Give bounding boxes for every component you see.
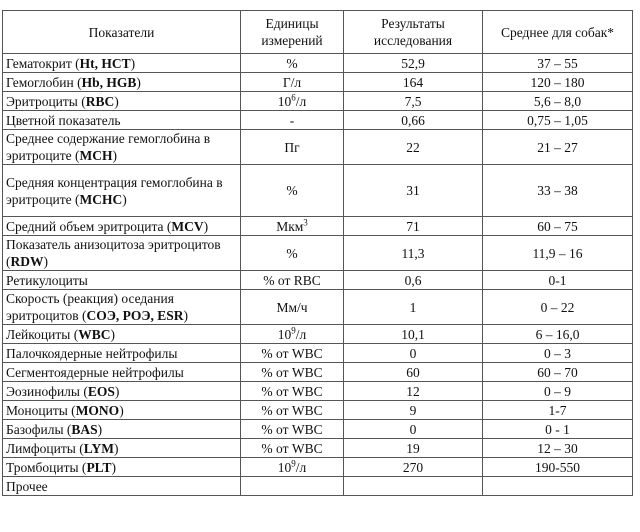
- indicator-name-text: Средний объем эритроцита (: [6, 218, 172, 234]
- unit-cell: [241, 477, 344, 496]
- indicator-abbreviation: СОЭ, РОЭ, ESR: [86, 308, 184, 323]
- indicator-name-text: Сегментоядерные нейтрофилы: [6, 364, 184, 380]
- unit-cell: [241, 458, 344, 477]
- indicator-name-text: Скорость (реакция) оседания эритроцитов (: [6, 291, 174, 323]
- indicator-name-text: Среднее содержание гемоглобина в эритроците (: [6, 131, 211, 163]
- result-cell: 11,3: [344, 236, 483, 271]
- header-reference: Среднее для собак*: [483, 11, 633, 54]
- indicator-abbreviation: PLT: [86, 459, 112, 475]
- unit-text: % от WBC: [261, 345, 323, 361]
- unit-text: %: [286, 55, 298, 71]
- reference-cell: 0 - 1: [483, 420, 633, 439]
- unit-text: % от WBC: [261, 383, 323, 399]
- unit-text: % от WBC: [261, 364, 323, 380]
- indicator-name-cell: [3, 439, 241, 458]
- table-row: [3, 325, 633, 344]
- indicator-name-text: Палочкоядерные нейтрофилы: [6, 345, 178, 361]
- table-row: [3, 130, 633, 165]
- indicator-name-text: Гемоглобин (: [6, 74, 82, 90]
- indicator-abbreviation: RBC: [85, 93, 115, 109]
- indicator-name-suffix: ): [130, 55, 136, 71]
- unit-text: 10: [277, 459, 292, 475]
- result-cell: 0,66: [344, 111, 483, 130]
- table-row: [3, 439, 633, 458]
- unit-text: % от WBC: [261, 440, 323, 456]
- indicator-name-text: Тромбоциты (: [6, 459, 87, 475]
- reference-cell: 120 – 180: [483, 73, 633, 92]
- unit-cell: [241, 325, 344, 344]
- indicator-name-suffix: ): [114, 93, 119, 109]
- indicator-name-cell: [3, 236, 241, 271]
- table-row: [3, 271, 633, 290]
- table-row: [3, 401, 633, 420]
- indicator-name-cell: [3, 325, 241, 344]
- header-results: Результаты исследования: [344, 11, 483, 54]
- unit-cell: [241, 111, 344, 130]
- result-cell: 1: [344, 290, 483, 325]
- unit-exponent: 6: [291, 92, 296, 102]
- unit-cell: [241, 73, 344, 92]
- unit-cell: [241, 420, 344, 439]
- unit-cell: [241, 217, 344, 236]
- indicator-name-cell: [3, 111, 241, 130]
- unit-exponent: 9: [291, 458, 296, 468]
- indicator-name-cell: [3, 477, 241, 496]
- indicator-abbreviation: MCV: [171, 218, 204, 234]
- reference-cell: 0 – 3: [483, 344, 633, 363]
- table-row: [3, 111, 633, 130]
- result-cell: 19: [344, 439, 483, 458]
- result-cell: 0,6: [344, 271, 483, 290]
- table-body: [3, 54, 633, 496]
- indicator-name-text: Лейкоциты (: [6, 326, 79, 342]
- unit-cell: [241, 236, 344, 271]
- indicator-name-suffix: ): [97, 421, 103, 437]
- indicator-abbreviation: MCHC: [79, 191, 123, 207]
- unit-text: -: [289, 112, 295, 128]
- reference-cell: 12 – 30: [483, 439, 633, 458]
- indicator-name-suffix: ): [43, 254, 48, 269]
- unit-cell: [241, 401, 344, 420]
- result-cell: [344, 477, 483, 496]
- reference-cell: 0 – 9: [483, 382, 633, 401]
- result-cell: 0: [344, 420, 483, 439]
- indicator-name-cell: [3, 290, 241, 325]
- indicator-abbreviation: EOS: [87, 383, 115, 399]
- result-cell: 270: [344, 458, 483, 477]
- indicator-abbreviation: Ht, HCT: [79, 55, 131, 71]
- indicator-name-text: Цветной показатель: [6, 112, 121, 128]
- indicator-abbreviation: BAS: [71, 421, 98, 437]
- unit-cell: [241, 54, 344, 73]
- indicator-name-cell: [3, 420, 241, 439]
- indicator-name-text: Лимфоциты (: [6, 440, 84, 456]
- indicator-name-suffix: ): [183, 308, 188, 323]
- indicator-name-text: Показатель анизоцитоза эритроцитов (: [6, 237, 221, 269]
- table-row: [3, 420, 633, 439]
- result-cell: 0: [344, 344, 483, 363]
- result-cell: 22: [344, 130, 483, 165]
- indicator-name-suffix: ): [136, 74, 141, 90]
- indicator-name-cell: [3, 217, 241, 236]
- indicator-name-text: Гематокрит (: [6, 55, 80, 71]
- unit-text: Пг: [284, 139, 300, 155]
- reference-cell: 60 – 70: [483, 363, 633, 382]
- indicator-abbreviation: MCH: [79, 148, 113, 163]
- unit-text: Мм/ч: [276, 299, 308, 315]
- unit-cell: [241, 344, 344, 363]
- unit-text: % от WBC: [261, 421, 323, 437]
- reference-cell: 190-550: [483, 458, 633, 477]
- unit-text: % от RBC: [263, 272, 321, 288]
- unit-suffix: /л: [295, 459, 307, 475]
- indicator-name-cell: [3, 458, 241, 477]
- indicator-name-cell: [3, 401, 241, 420]
- reference-cell: 0,75 – 1,05: [483, 111, 633, 130]
- table-row: [3, 363, 633, 382]
- indicator-name-suffix: ): [112, 148, 118, 163]
- unit-cell: [241, 439, 344, 458]
- table-row: [3, 165, 633, 217]
- reference-cell: 1-7: [483, 401, 633, 420]
- result-cell: 52,9: [344, 54, 483, 73]
- indicator-name-suffix: ): [114, 383, 120, 399]
- indicator-name-text: Средняя концентрация гемоглобина в эритроците (: [6, 174, 223, 207]
- reference-cell: 0 – 22: [483, 290, 633, 325]
- table-row: [3, 290, 633, 325]
- indicator-abbreviation: WBC: [78, 326, 111, 342]
- unit-suffix: /л: [295, 326, 307, 342]
- result-cell: 12: [344, 382, 483, 401]
- table-row: [3, 236, 633, 271]
- result-cell: 60: [344, 363, 483, 382]
- unit-cell: [241, 363, 344, 382]
- unit-text: %: [286, 183, 298, 198]
- reference-cell: 0-1: [483, 271, 633, 290]
- indicator-name-cell: [3, 54, 241, 73]
- reference-cell: 11,9 – 16: [483, 236, 633, 271]
- result-cell: 9: [344, 401, 483, 420]
- result-cell: 71: [344, 217, 483, 236]
- reference-cell: 6 – 16,0: [483, 325, 633, 344]
- indicator-name-text: Ретикулоциты: [6, 272, 88, 288]
- unit-cell: [241, 290, 344, 325]
- unit-text: %: [286, 245, 298, 261]
- table-row: [3, 458, 633, 477]
- indicator-name-suffix: ): [113, 440, 119, 456]
- unit-suffix: /л: [295, 93, 307, 109]
- table-row: [3, 92, 633, 111]
- indicator-name-text: Эритроциты (: [6, 93, 86, 109]
- result-cell: 31: [344, 165, 483, 217]
- unit-cell: [241, 271, 344, 290]
- table-row: [3, 54, 633, 73]
- unit-exponent: 3: [303, 217, 308, 227]
- indicator-name-suffix: ): [110, 326, 115, 342]
- unit-text: 10: [277, 93, 292, 109]
- indicator-name-suffix: ): [203, 218, 209, 234]
- indicator-name-cell: [3, 271, 241, 290]
- unit-cell: [241, 130, 344, 165]
- unit-text: Мкм: [276, 218, 304, 234]
- header-units: Единицы измерений: [241, 11, 344, 54]
- indicator-abbreviation: MONO: [75, 402, 120, 418]
- indicator-abbreviation: LYM: [83, 440, 114, 456]
- table-row: [3, 382, 633, 401]
- unit-cell: [241, 382, 344, 401]
- indicator-name-suffix: ): [119, 402, 124, 418]
- header-indicator: Показатели: [3, 11, 241, 54]
- blood-test-results-table: [2, 10, 633, 496]
- indicator-name-cell: [3, 165, 241, 217]
- indicator-name-cell: [3, 73, 241, 92]
- result-cell: 7,5: [344, 92, 483, 111]
- indicator-abbreviation: Hb, HGB: [81, 74, 137, 90]
- result-cell: 10,1: [344, 325, 483, 344]
- table-header-row: [3, 11, 633, 54]
- indicator-name-text: Эозинофилы (: [6, 383, 88, 399]
- reference-cell: 5,6 – 8,0: [483, 92, 633, 111]
- unit-cell: [241, 92, 344, 111]
- indicator-name-text: Базофилы (: [6, 421, 72, 437]
- unit-text: % от WBC: [261, 402, 323, 418]
- indicator-name-cell: [3, 130, 241, 165]
- table-row: [3, 477, 633, 496]
- result-cell: 164: [344, 73, 483, 92]
- reference-cell: 33 – 38: [483, 165, 633, 217]
- indicator-name-text: Прочее: [6, 478, 48, 494]
- unit-text: Г/л: [282, 74, 302, 90]
- table-row: [3, 217, 633, 236]
- reference-cell: [483, 477, 633, 496]
- indicator-name-suffix: ): [111, 459, 116, 475]
- indicator-name-suffix: ): [122, 191, 127, 207]
- table-row: [3, 344, 633, 363]
- indicator-name-cell: [3, 92, 241, 111]
- reference-cell: 60 – 75: [483, 217, 633, 236]
- indicator-name-cell: [3, 382, 241, 401]
- unit-exponent: 9: [291, 325, 296, 335]
- indicator-name-text: Моноциты (: [6, 402, 76, 418]
- reference-cell: 21 – 27: [483, 130, 633, 165]
- reference-cell: 37 – 55: [483, 54, 633, 73]
- results-table-container: [2, 10, 633, 496]
- indicator-abbreviation: RDW: [10, 254, 44, 269]
- table-row: [3, 73, 633, 92]
- unit-text: 10: [277, 326, 292, 342]
- indicator-name-cell: [3, 363, 241, 382]
- indicator-name-cell: [3, 344, 241, 363]
- unit-cell: [241, 165, 344, 217]
